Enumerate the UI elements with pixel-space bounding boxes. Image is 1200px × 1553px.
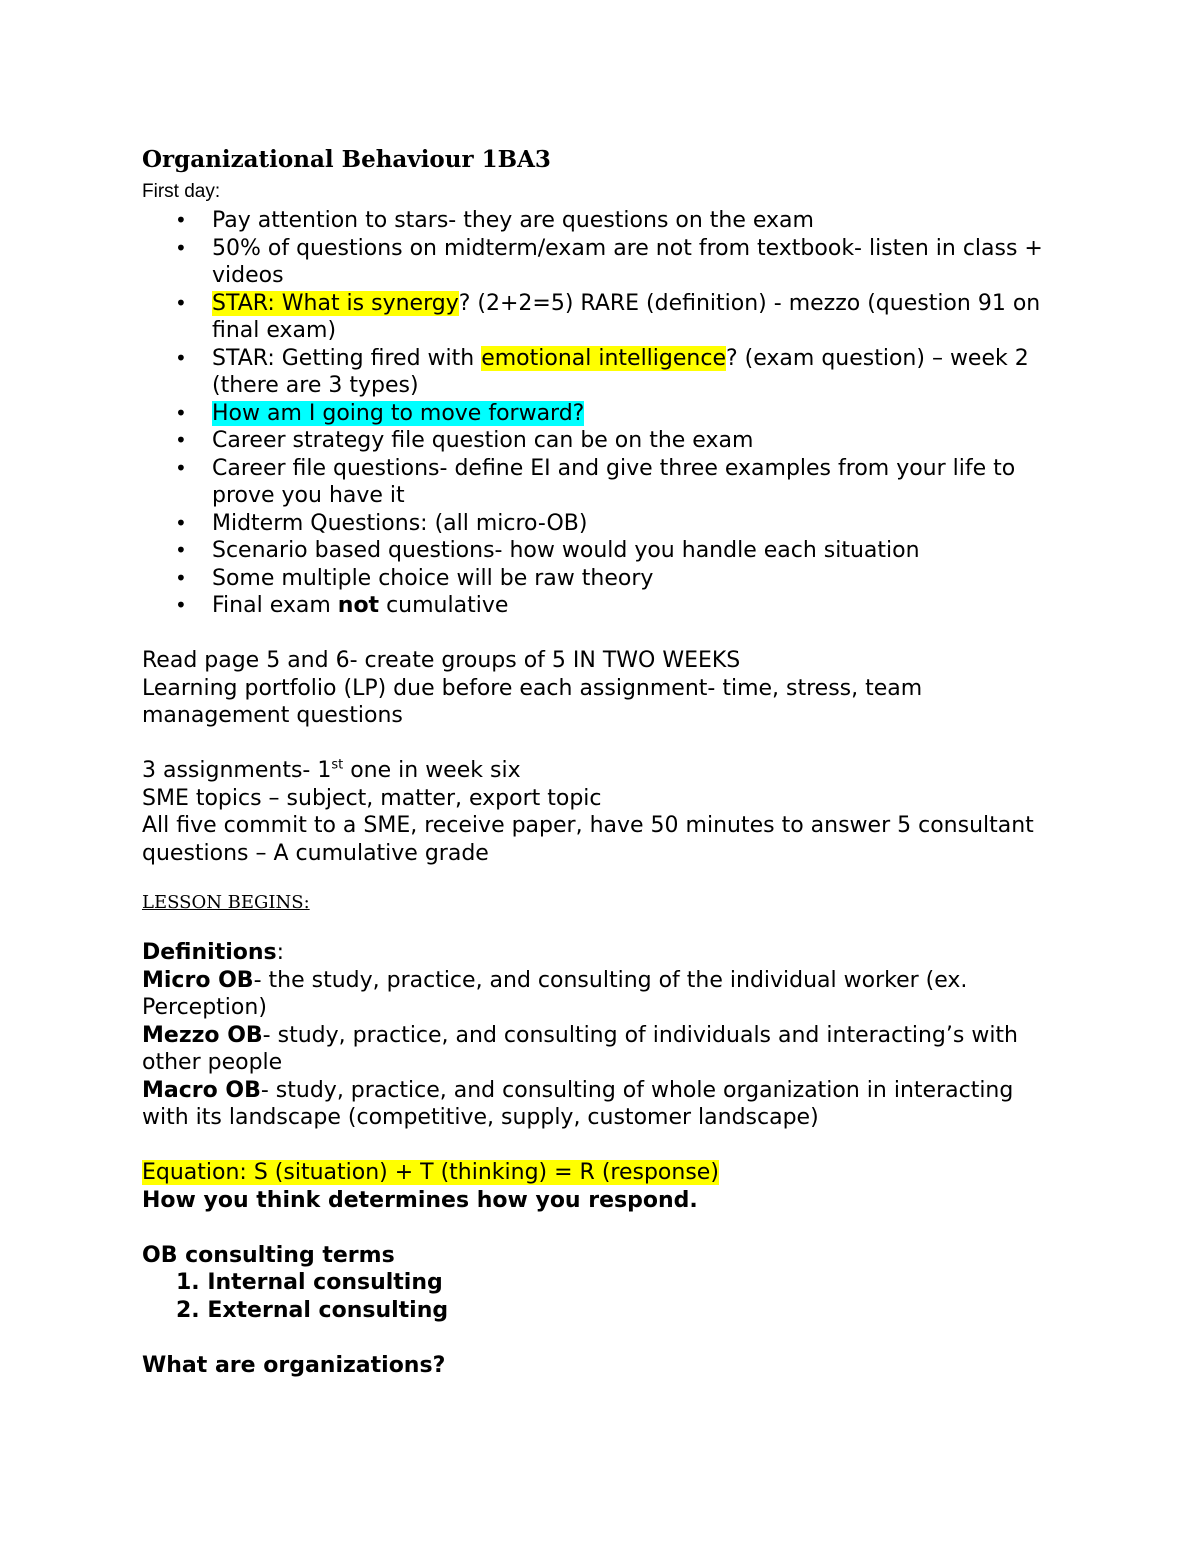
bullet-icon: •: [175, 345, 187, 370]
list-item: • STAR: What is synergy? (2+2=5) RARE (definition) - mezzo (question 91 on final exam): [175, 290, 1041, 343]
document-title: Organizational Behaviour 1BA3: [142, 146, 551, 173]
list-item: 1. Internal consulting: [176, 1270, 443, 1295]
bullet-icon: •: [175, 235, 187, 260]
list-item: • 50% of questions on midterm/exam are not from textbook- listen in class + videos: [175, 235, 1043, 288]
bullet-icon: •: [175, 510, 187, 535]
highlight-text: How am I going to move forward?: [212, 400, 585, 426]
bullet-icon: •: [175, 455, 187, 480]
bullet-icon: •: [175, 428, 187, 452]
bullet-icon: •: [175, 208, 187, 232]
definition-macro: Macro OB- study, practice, and consulting of whole organization in interacting with its landscape (competitive, supply, customer landscape): [142, 1077, 1014, 1130]
highlight-text: STAR: What is synergy: [212, 290, 459, 316]
sme-topics-note: SME topics – subject, matter, export topic: [142, 785, 602, 811]
list-item: • Career file questions- define EI and give three examples from your life to prove you have it: [175, 455, 1016, 508]
highlight-text: Equation: S (situation) + T (thinking) = R (response): [142, 1160, 719, 1185]
groups-note: Read page 5 and 6- create groups of 5 IN TWO WEEKS: [142, 648, 741, 673]
list-item: [142, 400, 1062, 428]
document-body: [142, 143, 1062, 1379]
first-day-list: [142, 207, 1062, 620]
list-item: • Midterm Questions: (all micro-OB): [175, 510, 588, 536]
highlight-text: emotional intelligence: [481, 345, 726, 371]
definition-micro: Micro OB- the study, practice, and consulting of the individual worker (ex. Perception): [142, 967, 968, 1020]
assignments-note: 3 assignments- 1st one in week six: [142, 757, 521, 783]
list-item: • STAR: Getting fired with emotional intelligence? (exam question) – week 2 (there are 3 types): [175, 345, 1029, 398]
bullet-icon: •: [175, 593, 187, 617]
portfolio-note: Learning portfolio (LP) due before each assignment- time, stress, team management questions: [142, 675, 923, 728]
consulting-list: [142, 1269, 1062, 1324]
first-day-label: First day:: [142, 181, 221, 202]
consulting-heading: OB consulting terms: [142, 1242, 395, 1268]
bullet-icon: •: [175, 538, 187, 562]
equation: [142, 1159, 1062, 1187]
definition-mezzo: Mezzo OB- study, practice, and consulting of individuals and interacting’s with other people: [142, 1022, 1018, 1075]
list-item: • Final exam not cumulative: [175, 593, 509, 618]
definitions-heading: Definitions:: [142, 940, 285, 965]
lesson-heading: LESSON BEGINS:: [142, 892, 310, 913]
list-item: • Scenario based questions- how would you handle each situation: [175, 538, 920, 563]
equation-note: How you think determines how you respond.: [142, 1187, 698, 1213]
list-item: • Some multiple choice will be raw theory: [175, 565, 654, 591]
list-item: 2. External consulting: [176, 1297, 449, 1323]
organizations-question: What are organizations?: [142, 1352, 446, 1378]
list-item: • Pay attention to stars- they are questions on the exam: [175, 208, 814, 233]
bullet-icon: •: [175, 290, 187, 315]
bullet-icon: •: [175, 400, 187, 425]
sme-commit-note: All five commit to a SME, receive paper, have 50 minutes to answer 5 consultant questions – A cumulative grade: [142, 813, 1034, 866]
bullet-icon: •: [175, 565, 187, 590]
list-item: • Career strategy file question can be on the exam: [175, 428, 754, 453]
